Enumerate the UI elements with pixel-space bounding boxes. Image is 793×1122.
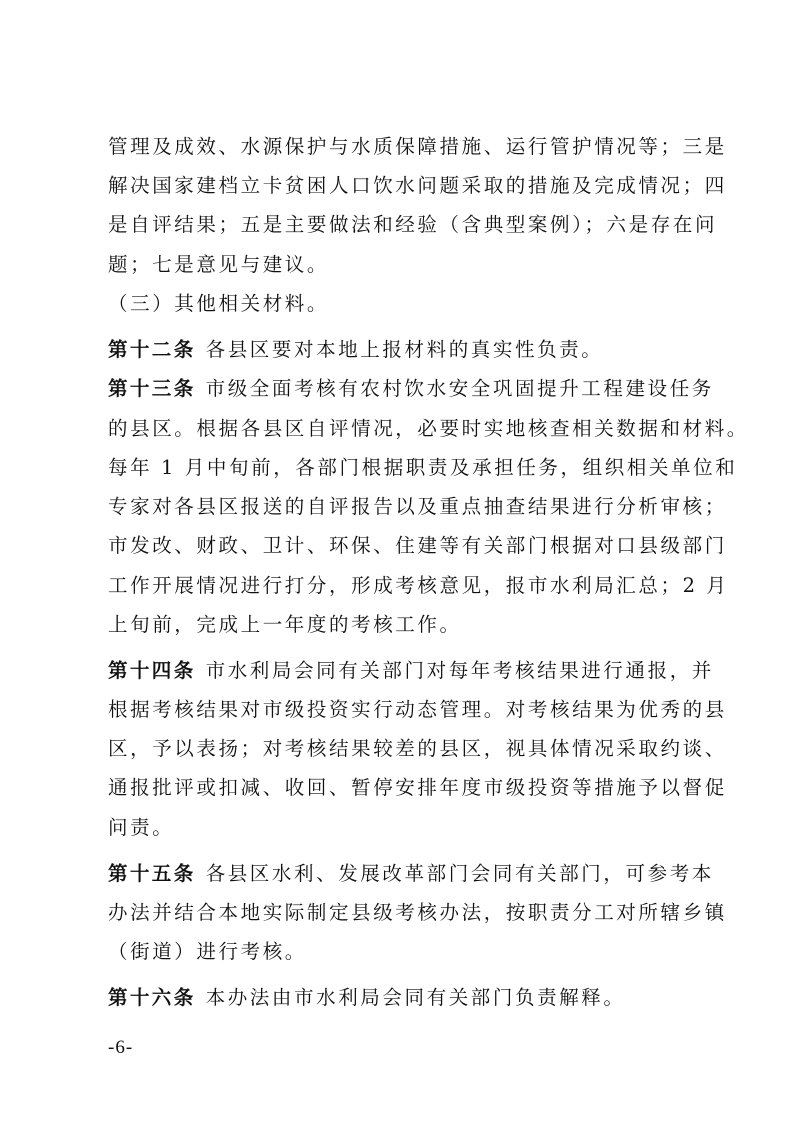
line-text: 市发改、财政、卫计、环保、住建等有关部门根据对口县级部门 <box>108 534 727 557</box>
article-label: 第十二条 <box>108 338 196 361</box>
page-number: -6- <box>108 1037 134 1058</box>
article-line <box>108 658 714 684</box>
line-text: 专家对各县区报送的自评报告以及重点抽查结果进行分析审核； <box>108 495 727 518</box>
line-text: 根据考核结果对市级投资实行动态管理。对考核结果为优秀的县 <box>108 698 727 721</box>
line-text: 的县区。根据各县区自评情况，必要时实地核查相关数据和材料。 <box>108 417 749 440</box>
text-line <box>108 736 727 762</box>
text-line <box>108 252 329 278</box>
article-line <box>108 985 626 1011</box>
text-line <box>108 900 727 926</box>
article-label: 第十三条 <box>108 377 196 400</box>
article-label: 第十五条 <box>108 862 196 885</box>
line-text: 市水利局会同有关部门对每年考核结果进行通报，并 <box>205 659 714 682</box>
text-line <box>108 291 329 317</box>
line-text: 问责。 <box>108 816 175 839</box>
text-line <box>108 612 462 638</box>
line-text: 办法并结合本地实际制定县级考核办法，按职责分工对所辖乡镇 <box>108 901 727 924</box>
text-line <box>108 815 174 841</box>
line-text: （街道）进行考核。 <box>108 940 307 963</box>
article-line <box>108 861 714 887</box>
text-line <box>108 697 727 723</box>
text-line <box>108 212 717 238</box>
article-label: 第十六条 <box>108 986 196 1009</box>
line-text: 本办法由市水利局会同有关部门负责解释。 <box>205 986 626 1009</box>
line-text: 管理及成效、水源保护与水质保障措施、运行管护情况等；三是 <box>108 135 727 158</box>
line-text: 解决国家建档立卡贫困人口饮水问题采取的措施及完成情况；四 <box>108 174 727 197</box>
text-line <box>108 533 727 559</box>
line-text: 是自评结果；五是主要做法和经验（含典型案例）；六是存在问 <box>108 213 718 236</box>
text-line <box>108 134 727 160</box>
text-line <box>108 939 307 965</box>
line-text: 工作开展情况进行打分，形成考核意见，报市水利局汇总；2 月 <box>108 574 729 597</box>
text-line <box>108 573 729 599</box>
line-text: 每年 1 月中旬前，各部门根据职责及承担任务，组织相关单位和 <box>108 456 738 479</box>
line-text: 各县区要对本地上报材料的真实性负责。 <box>205 338 604 361</box>
text-line <box>108 416 749 442</box>
article-line <box>108 376 714 402</box>
line-text: 市级全面考核有农村饮水安全巩固提升工程建设任务 <box>205 377 714 400</box>
line-text: 通报批评或扣减、收回、暂停安排年度市级投资等措施予以督促 <box>108 776 727 799</box>
line-text: （三）其他相关材料。 <box>108 292 330 315</box>
text-line <box>108 775 727 801</box>
article-label: 第十四条 <box>108 659 196 682</box>
text-line <box>108 173 727 199</box>
line-text: 区，予以表扬；对考核结果较差的县区，视具体情况采取约谈、 <box>108 737 727 760</box>
line-text: 题；七是意见与建议。 <box>108 253 330 276</box>
text-line <box>108 494 727 520</box>
line-text: 上旬前，完成上一年度的考核工作。 <box>108 613 462 636</box>
article-line <box>108 337 603 363</box>
line-text: 各县区水利、发展改革部门会同有关部门，可参考本 <box>205 862 714 885</box>
text-line <box>108 455 737 481</box>
